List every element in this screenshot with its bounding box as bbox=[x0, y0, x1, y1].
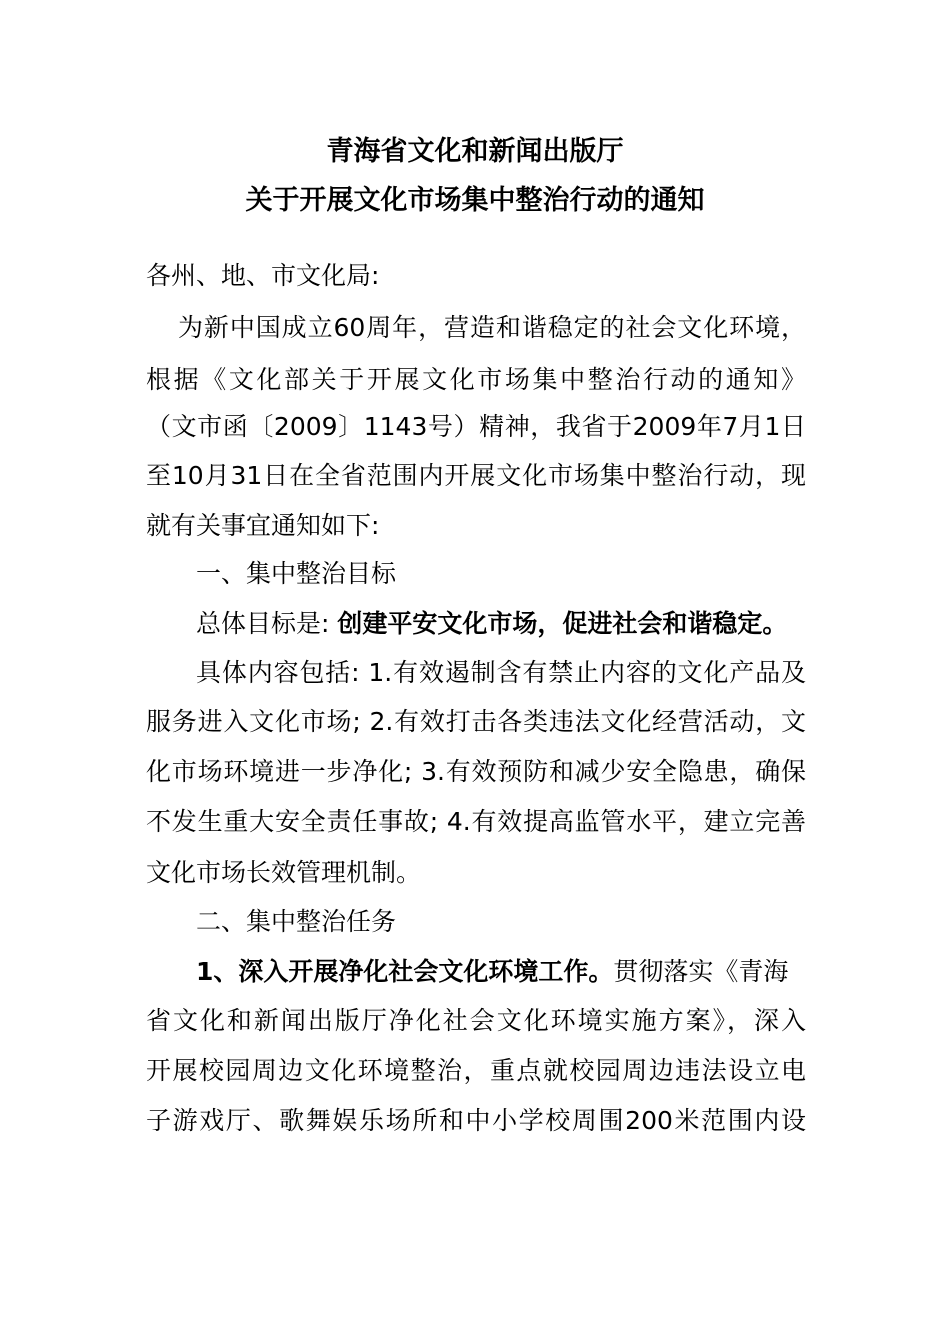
task-1-heading: 1、深入开展净化社会文化环境工作。 bbox=[196, 957, 614, 986]
overall-goal-text: 创建平安文化市场，促进社会和谐稳定。 bbox=[337, 609, 788, 638]
task-1-line-2: 省文化和新闻出版厅净化社会文化环境实施方案》，深入 bbox=[146, 1006, 806, 1035]
intro-line-4: 至10月31日在全省范围内开展文化市场集中整治行动，现 bbox=[146, 461, 806, 490]
overall-goal-paragraph bbox=[196, 607, 806, 641]
document-title-line-2: 关于开展文化市场集中整治行动的通知 bbox=[245, 185, 705, 216]
intro-line-3: （文市函〔2009〕1143号）精神，我省于2009年7月1日 bbox=[146, 412, 806, 441]
specific-line-4: 不发生重大安全责任事故; 4.有效提高监管水平，建立完善 bbox=[146, 807, 806, 836]
intro-line-1: 为新中国成立60周年，营造和谐稳定的社会文化环境， bbox=[178, 313, 806, 342]
intro-line-5: 就有关事宜通知如下: bbox=[146, 511, 380, 540]
specific-line-5: 文化市场长效管理机制。 bbox=[146, 858, 422, 887]
section-2-heading: 二、集中整治任务 bbox=[196, 907, 397, 936]
specific-line-2: 服务进入文化市场; 2.有效打击各类违法文化经营活动，文 bbox=[146, 707, 806, 736]
task-1-line-3: 开展校园周边文化环境整治，重点就校园周边违法设立电 bbox=[146, 1056, 806, 1085]
specific-line-1: 具体内容包括: 1.有效遏制含有禁止内容的文化产品及 bbox=[196, 658, 806, 687]
task-1-first-line bbox=[196, 955, 806, 989]
intro-line-2: 根据《文化部关于开展文化市场集中整治行动的通知》 bbox=[146, 365, 806, 394]
specific-line-3: 化市场环境进一步净化; 3.有效预防和减少安全隐患，确保 bbox=[146, 757, 806, 786]
task-1-line-4: 子游戏厅、歌舞娱乐场所和中小学校周围200米范围内设 bbox=[146, 1106, 806, 1135]
section-1-heading: 一、集中整治目标 bbox=[196, 559, 397, 588]
overall-goal-label: 总体目标是: bbox=[196, 609, 330, 638]
salutation: 各州、地、市文化局: bbox=[146, 261, 380, 290]
document-title-line-1: 青海省文化和新闻出版厅 bbox=[326, 136, 624, 167]
task-1-first-text: 贯彻落实《青海 bbox=[613, 957, 789, 986]
